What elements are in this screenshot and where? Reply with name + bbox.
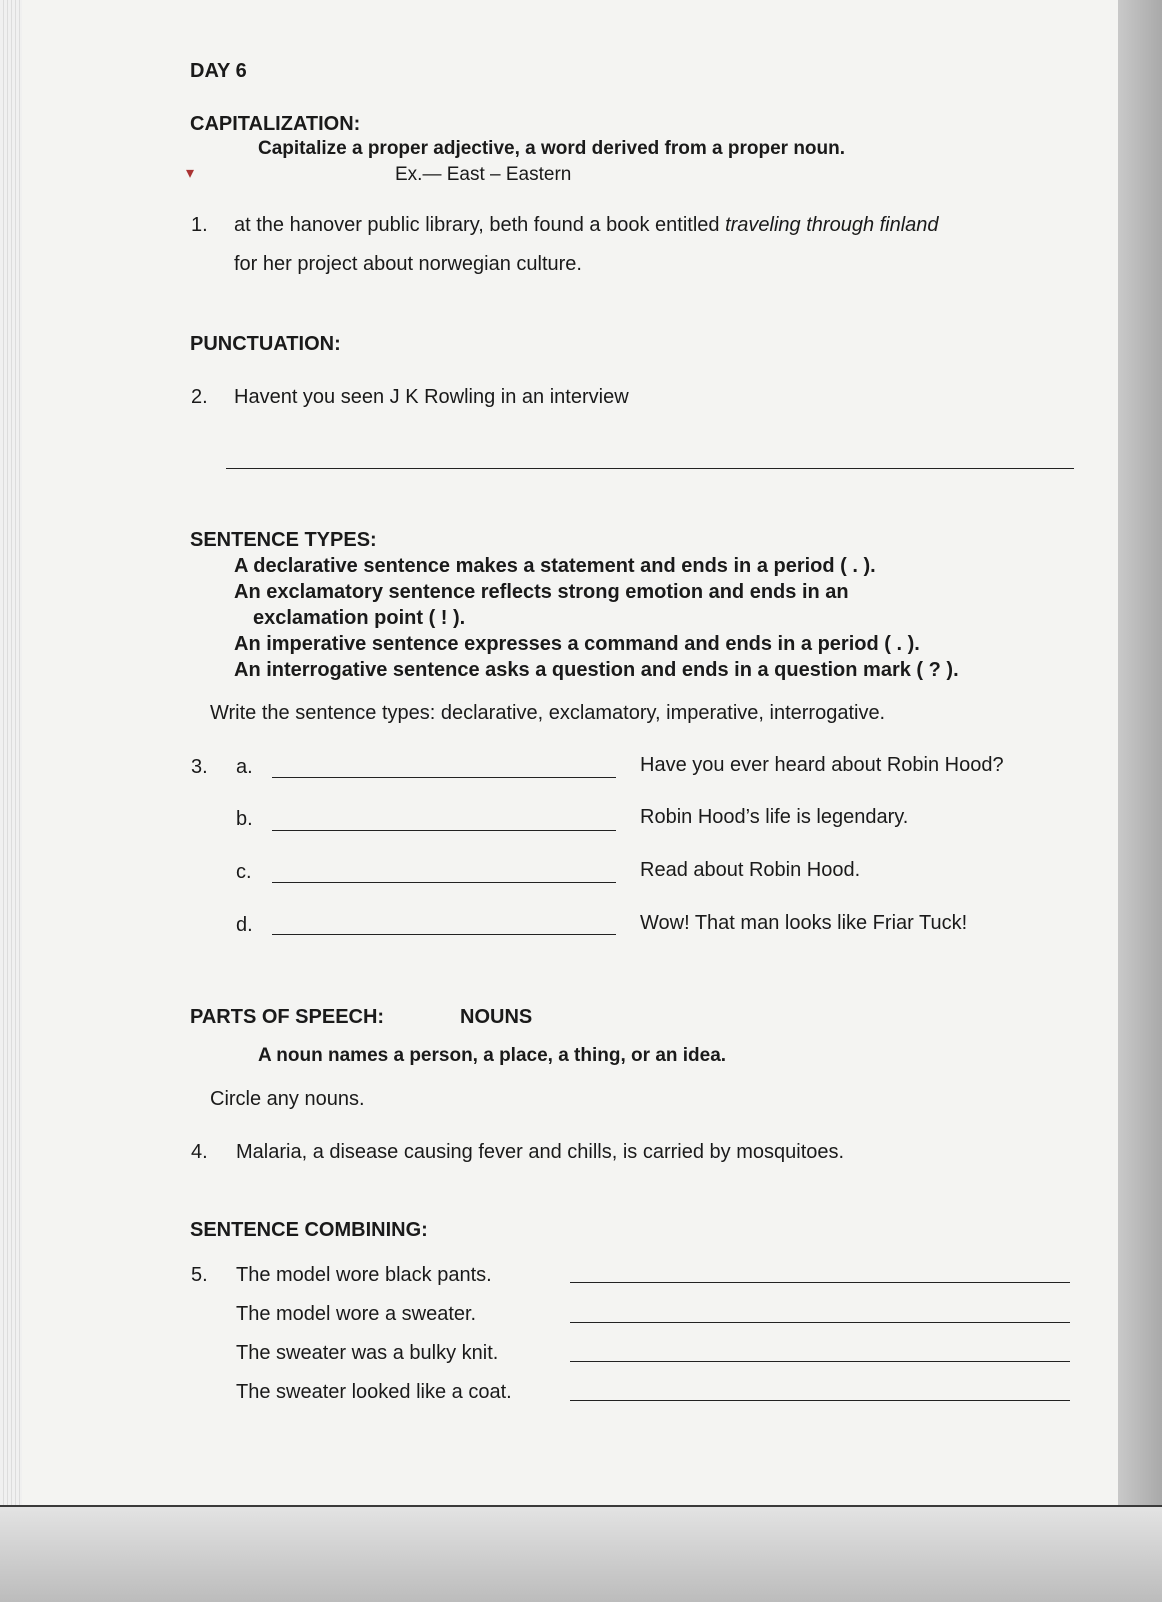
- scanner-bed-edge: [0, 1505, 1162, 1602]
- answer-line-3: [570, 1361, 1070, 1362]
- parts-of-speech-heading: PARTS OF SPEECH:: [190, 1006, 385, 1028]
- answer-line-2: [570, 1322, 1070, 1323]
- rule-exclamatory-cont: exclamation point ( ! ).: [253, 607, 466, 629]
- item-number: 5.: [191, 1264, 208, 1286]
- answer-line: [226, 468, 1074, 469]
- book-title: traveling through finland: [725, 214, 939, 236]
- parts-of-speech-subheading: NOUNS: [460, 1006, 533, 1028]
- combine-sentence-4: The sweater looked like a coat.: [236, 1381, 512, 1403]
- noun-instruction: Circle any nouns.: [210, 1088, 365, 1110]
- sentence-c: Read about Robin Hood.: [640, 859, 861, 881]
- combine-sentence-2: The model wore a sweater.: [236, 1303, 477, 1325]
- sentence-b: Robin Hood’s life is legendary.: [640, 806, 909, 828]
- next-page-edge: [1118, 0, 1162, 1600]
- item-number: 3.: [191, 756, 208, 778]
- punctuation-heading: PUNCTUATION:: [190, 333, 341, 355]
- rule-imperative: An imperative sentence expresses a command and ends in a period ( . ).: [234, 633, 920, 655]
- stray-mark: ▾: [186, 165, 195, 182]
- answer-line-d: [272, 934, 616, 935]
- capitalization-item-text: at the hanover public library, beth found a book entitled: [234, 214, 726, 236]
- sentence-a: Have you ever heard about Robin Hood?: [640, 754, 1004, 776]
- sentence-d: Wow! That man looks like Friar Tuck!: [640, 912, 968, 934]
- item-letter-a: a.: [236, 756, 253, 778]
- day-title: DAY 6: [190, 60, 247, 82]
- punctuation-item: Havent you seen J K Rowling in an interview: [234, 386, 629, 408]
- sentence-combining-heading: SENTENCE COMBINING:: [190, 1219, 428, 1241]
- sentence-types-heading: SENTENCE TYPES:: [190, 529, 377, 551]
- capitalization-item-line1: [234, 214, 939, 237]
- item-number: 1.: [191, 214, 208, 236]
- capitalization-heading: CAPITALIZATION:: [190, 113, 361, 135]
- combine-sentence-3: The sweater was a bulky knit.: [236, 1342, 499, 1364]
- item-letter-d: d.: [236, 914, 253, 936]
- capitalization-item-line2: for her project about norwegian culture.: [234, 253, 582, 275]
- item-letter-b: b.: [236, 808, 253, 830]
- capitalization-example: Ex.— East – Eastern: [395, 164, 572, 185]
- item-number: 4.: [191, 1141, 208, 1163]
- noun-item: Malaria, a disease causing fever and chills, is carried by mosquitoes.: [236, 1141, 845, 1163]
- answer-line-b: [272, 830, 616, 831]
- item-letter-c: c.: [236, 861, 252, 883]
- answer-line-a: [272, 777, 616, 778]
- rule-interrogative: An interrogative sentence asks a question and ends in a question mark ( ? ).: [234, 659, 959, 681]
- rule-exclamatory: An exclamatory sentence reflects strong emotion and ends in an: [234, 581, 849, 603]
- item-number: 2.: [191, 386, 208, 408]
- noun-rule: A noun names a person, a place, a thing, or an idea.: [258, 1045, 727, 1066]
- page-stack-edge: [0, 0, 22, 1505]
- answer-line-1: [570, 1282, 1070, 1283]
- answer-line-c: [272, 882, 616, 883]
- sentence-types-instruction: Write the sentence types: declarative, exclamatory, imperative, interrogative.: [210, 702, 886, 724]
- rule-declarative: A declarative sentence makes a statement and ends in a period ( . ).: [234, 555, 876, 577]
- combine-sentence-1: The model wore black pants.: [236, 1264, 492, 1286]
- capitalization-rule: Capitalize a proper adjective, a word derived from a proper noun.: [258, 138, 846, 159]
- answer-line-4: [570, 1400, 1070, 1401]
